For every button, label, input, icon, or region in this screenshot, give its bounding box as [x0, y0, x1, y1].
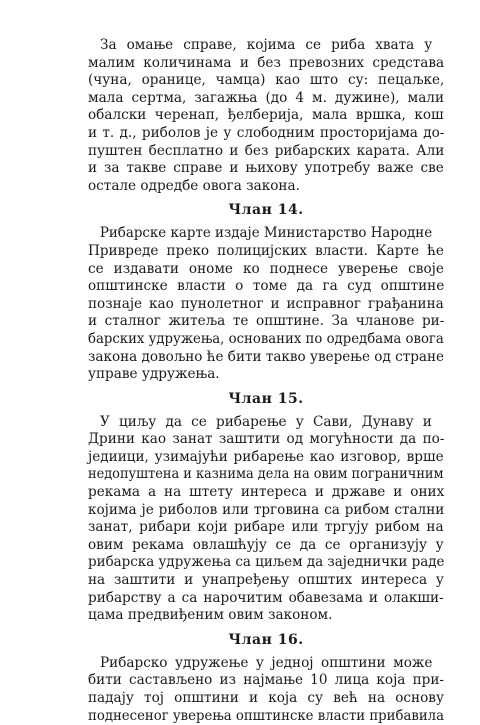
text-line: Дрини као занат заштити од могућности да по- — [88, 431, 445, 448]
text-line: Рибарско удружење у једној општини може — [100, 654, 433, 671]
text-line: и за такве справе и њихову употребу важе све — [88, 160, 444, 177]
text-line: познаје као пунолетног и исправног грађанина — [88, 295, 444, 312]
text-line: општинске власти о томе да га суд општине — [88, 278, 445, 295]
text-line: и сталног житеља те општине. За чланове ри- — [88, 313, 445, 330]
paragraph-article-14 — [88, 225, 444, 383]
text-line: мала сертма, загажња (до 4 м. дужине), мали — [88, 89, 445, 106]
text-line: барских удружења, основаних по одредбама овога — [88, 330, 444, 347]
text-line: и т. д., риболов је у слободним просторијама до- — [88, 124, 445, 141]
article-heading-15: Члан 15. — [228, 390, 304, 407]
text-line: рибарска удружења са циљем да заједнички раде — [88, 554, 445, 571]
paragraph-article-15 — [88, 414, 444, 625]
text-line: управе удружења. — [88, 366, 220, 383]
text-line: на заштити и унапређењу општих интереса у — [88, 572, 444, 589]
text-line: закона довољно ће бити такво уверење од стране — [88, 348, 445, 365]
text-line: (чуна, оранице, чамца) као што су: пецаљке, — [88, 72, 445, 89]
text-line: пуштен бесплатно и без рибарских карата. Али — [88, 142, 445, 159]
text-line: недопуштена и казнима дела на овим пограничним — [88, 466, 444, 483]
text-line: цама предвиђеним овим законом. — [88, 607, 333, 624]
text-line: падају тој општини и која су већ на основу — [88, 690, 444, 706]
text-line: Привреде преко полицијских власти. Карте ће — [88, 242, 444, 259]
text-line: занат, рибари који рибаре или тргују рибом на — [88, 519, 444, 536]
text-line: овим рекама овлашћују се да се организују у — [88, 536, 444, 553]
text-line: се издавати ономе ко поднесе уверење своје — [88, 260, 444, 277]
text-line: рибарству а са нарочитим обавезама и олакши- — [88, 589, 444, 606]
article-heading-16: Члан 16. — [228, 631, 304, 648]
paragraph-article-16 — [88, 655, 444, 725]
text-line: обалски черенап, ђелберија, мала вршка, кош — [88, 107, 444, 124]
text-line: поднесеног уверења општинске власти прибавила — [88, 707, 444, 724]
text-line: бити састављено из најмање 10 лица која при- — [88, 672, 444, 689]
text-line: малим количинама и без превозних средстава — [88, 54, 445, 71]
text-line: једиици, узимајући рибарење као изговор, врше — [88, 448, 444, 465]
text-line: остале одредбе овога закона. — [88, 177, 300, 194]
text-line: За омање справе, којима се риба хвата у — [100, 37, 433, 53]
text-line: У циљу да се рибарење у Сави, Дунаву и — [100, 413, 432, 430]
text-line: Рибарске карте издаје Министарство Народне — [99, 225, 433, 242]
article-heading-14: Члан 14. — [228, 202, 304, 219]
text-line: којима је риболов или трговина са рибом стални — [88, 501, 445, 518]
text-line: рекама а на штету интереса и државе и оних — [88, 484, 445, 501]
paragraph-intro — [88, 37, 444, 195]
